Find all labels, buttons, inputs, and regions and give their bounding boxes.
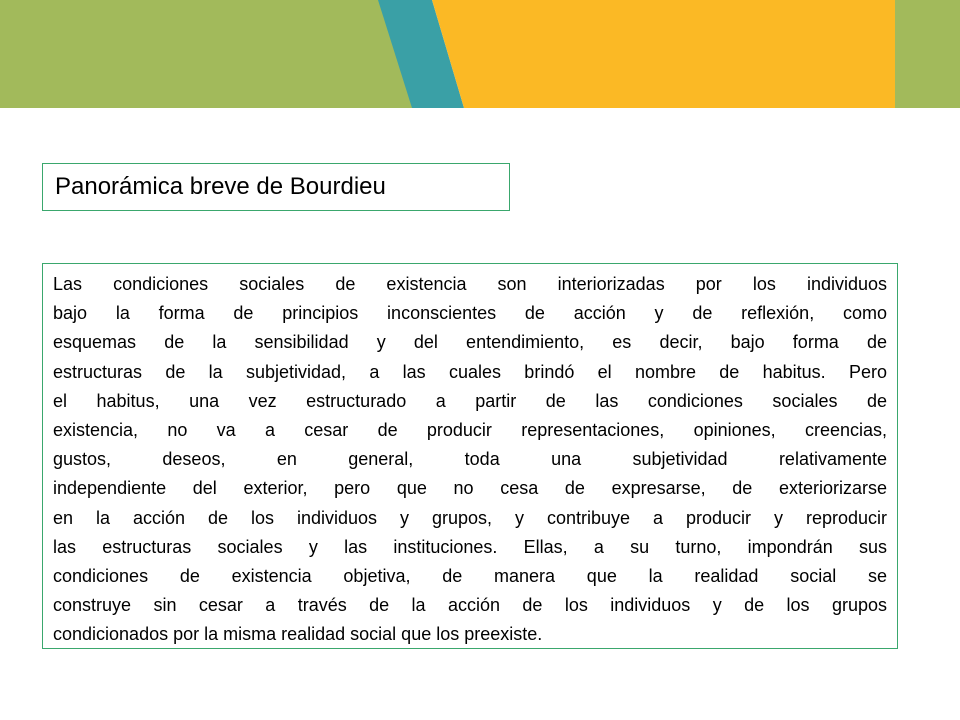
banner-graphic: [0, 0, 960, 108]
slide-body-box: [42, 263, 898, 649]
header-banner: [0, 0, 960, 108]
body-line: bajo la forma de principios inconscientes de acción y de reflexión, como: [53, 303, 887, 324]
banner-green-left: [0, 0, 420, 108]
body-line: gustos, deseos, en general, toda una subjetividad relativamente: [53, 449, 887, 470]
body-line: el habitus, una vez estructurado a partir de las condiciones sociales de: [53, 390, 887, 411]
body-line: existencia, no va a cesar de producir representaciones, opiniones, creencias,: [53, 420, 887, 441]
body-line: estructuras de la subjetividad, a las cuales brindó el nombre de habitus. Pero: [53, 361, 887, 382]
body-line: independiente del exterior, pero que no cesa de expresarse, de exteriorizarse: [53, 478, 887, 499]
banner-yellow-block: [432, 0, 895, 108]
banner-green-right: [895, 0, 960, 108]
body-line: condiciones de existencia objetiva, de manera que la realidad social se: [53, 566, 887, 587]
body-line: Las condiciones sociales de existencia son interiorizadas por los individuos: [53, 274, 887, 294]
body-line: en la acción de los individuos y grupos, y contribuye a producir y reproducir: [53, 507, 887, 528]
body-line: condicionados por la misma realidad social que los preexiste.: [53, 624, 543, 645]
body-line: esquemas de la sensibilidad y del entendimiento, es decir, bajo forma de: [53, 332, 887, 353]
body-line: las estructuras sociales y las instituciones. Ellas, a su turno, impondrán sus: [53, 536, 887, 557]
slide-title: Panorámica breve de Bourdieu: [55, 173, 386, 200]
body-line: construye sin cesar a través de la acción de los individuos y de los grupos: [53, 595, 887, 616]
slide-title-box: [42, 163, 510, 211]
